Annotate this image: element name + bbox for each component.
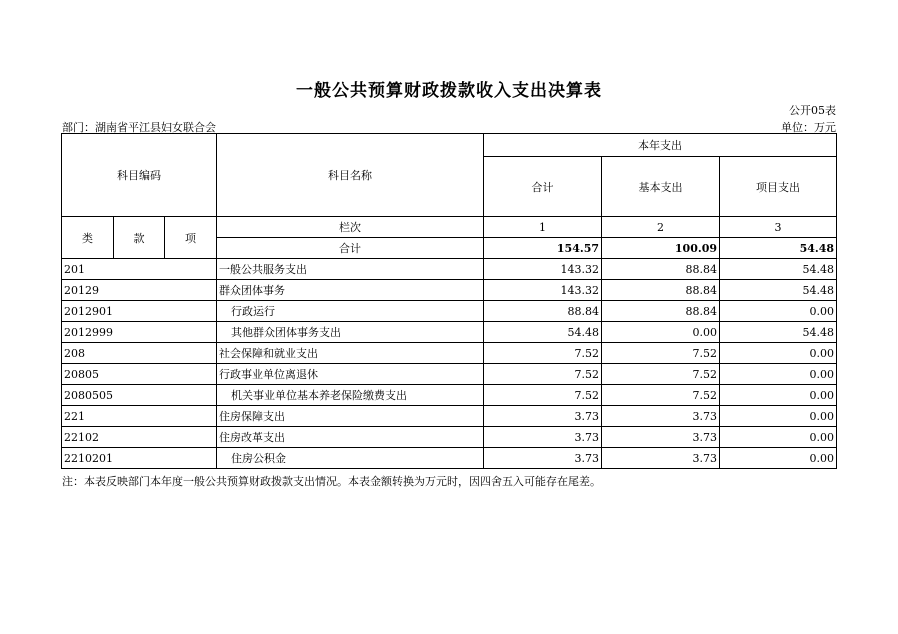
totals-basic: 100.09 — [602, 238, 720, 259]
form-number: 公开05表 — [789, 104, 836, 117]
row-basic: 88.84 — [602, 301, 720, 322]
row-name: 其他群众团体事务支出 — [217, 322, 484, 343]
row-basic: 88.84 — [602, 259, 720, 280]
row-code: 208 — [62, 343, 217, 364]
row-total: 7.52 — [484, 343, 602, 364]
table-row — [62, 448, 837, 469]
row-name: 住房改革支出 — [217, 427, 484, 448]
row-name: 住房公积金 — [217, 448, 484, 469]
row-code: 201 — [62, 259, 217, 280]
row-project: 0.00 — [720, 427, 837, 448]
header-basic: 基本支出 — [602, 157, 720, 217]
row-total: 3.73 — [484, 406, 602, 427]
table-row — [62, 385, 837, 406]
row-code: 20805 — [62, 364, 217, 385]
header-project: 项目支出 — [720, 157, 837, 217]
table-row — [62, 427, 837, 448]
row-name: 群众团体事务 — [217, 280, 484, 301]
row-name: 一般公共服务支出 — [217, 259, 484, 280]
row-project: 0.00 — [720, 385, 837, 406]
department-label: 部门：湖南省平江县妇女联合会 — [62, 121, 216, 134]
header-col2: 2 — [602, 217, 720, 238]
row-project: 0.00 — [720, 301, 837, 322]
header-kuan: 款 — [114, 217, 165, 259]
row-basic: 7.52 — [602, 385, 720, 406]
header-code: 科目编码 — [62, 134, 217, 217]
header-column-no: 栏次 — [217, 217, 484, 238]
table-row — [62, 280, 837, 301]
header-current-year: 本年支出 — [484, 134, 837, 157]
row-project: 54.48 — [720, 280, 837, 301]
row-total: 143.32 — [484, 259, 602, 280]
row-total: 54.48 — [484, 322, 602, 343]
row-basic: 0.00 — [602, 322, 720, 343]
table-row — [62, 343, 837, 364]
row-total: 88.84 — [484, 301, 602, 322]
table-row — [62, 301, 837, 322]
row-name: 行政运行 — [217, 301, 484, 322]
row-project: 0.00 — [720, 448, 837, 469]
unit-label: 单位：万元 — [781, 121, 836, 134]
row-name: 机关事业单位基本养老保险缴费支出 — [217, 385, 484, 406]
row-basic: 7.52 — [602, 364, 720, 385]
header-name: 科目名称 — [217, 134, 484, 217]
footnote: 注：本表反映部门本年度一般公共预算财政拨款支出情况。本表金额转换为万元时，因四舍五入可能存在尾差。 — [62, 475, 601, 488]
expenditure-table — [61, 133, 837, 469]
totals-project: 54.48 — [720, 238, 837, 259]
totals-total: 154.57 — [484, 238, 602, 259]
header-col1: 1 — [484, 217, 602, 238]
row-basic: 7.52 — [602, 343, 720, 364]
totals-label: 合计 — [217, 238, 484, 259]
row-basic: 3.73 — [602, 448, 720, 469]
header-xiang: 项 — [165, 217, 217, 259]
row-project: 54.48 — [720, 322, 837, 343]
row-code: 20129 — [62, 280, 217, 301]
header-col3: 3 — [720, 217, 837, 238]
header-lei: 类 — [62, 217, 114, 259]
table-row — [62, 364, 837, 385]
row-code: 221 — [62, 406, 217, 427]
row-code: 2012999 — [62, 322, 217, 343]
row-name: 社会保障和就业支出 — [217, 343, 484, 364]
row-name: 行政事业单位离退休 — [217, 364, 484, 385]
header-total: 合计 — [484, 157, 602, 217]
row-total: 143.32 — [484, 280, 602, 301]
table-row — [62, 406, 837, 427]
table-row — [62, 322, 837, 343]
row-code: 22102 — [62, 427, 217, 448]
row-basic: 3.73 — [602, 427, 720, 448]
row-total: 3.73 — [484, 427, 602, 448]
page-title: 一般公共预算财政拨款收入支出决算表 — [296, 81, 602, 101]
row-project: 0.00 — [720, 343, 837, 364]
row-total: 7.52 — [484, 385, 602, 406]
row-code: 2080505 — [62, 385, 217, 406]
row-code: 2012901 — [62, 301, 217, 322]
row-total: 7.52 — [484, 364, 602, 385]
row-code: 2210201 — [62, 448, 217, 469]
row-total: 3.73 — [484, 448, 602, 469]
row-project: 54.48 — [720, 259, 837, 280]
row-basic: 88.84 — [602, 280, 720, 301]
row-project: 0.00 — [720, 364, 837, 385]
row-project: 0.00 — [720, 406, 837, 427]
row-name: 住房保障支出 — [217, 406, 484, 427]
table-row — [62, 259, 837, 280]
row-basic: 3.73 — [602, 406, 720, 427]
